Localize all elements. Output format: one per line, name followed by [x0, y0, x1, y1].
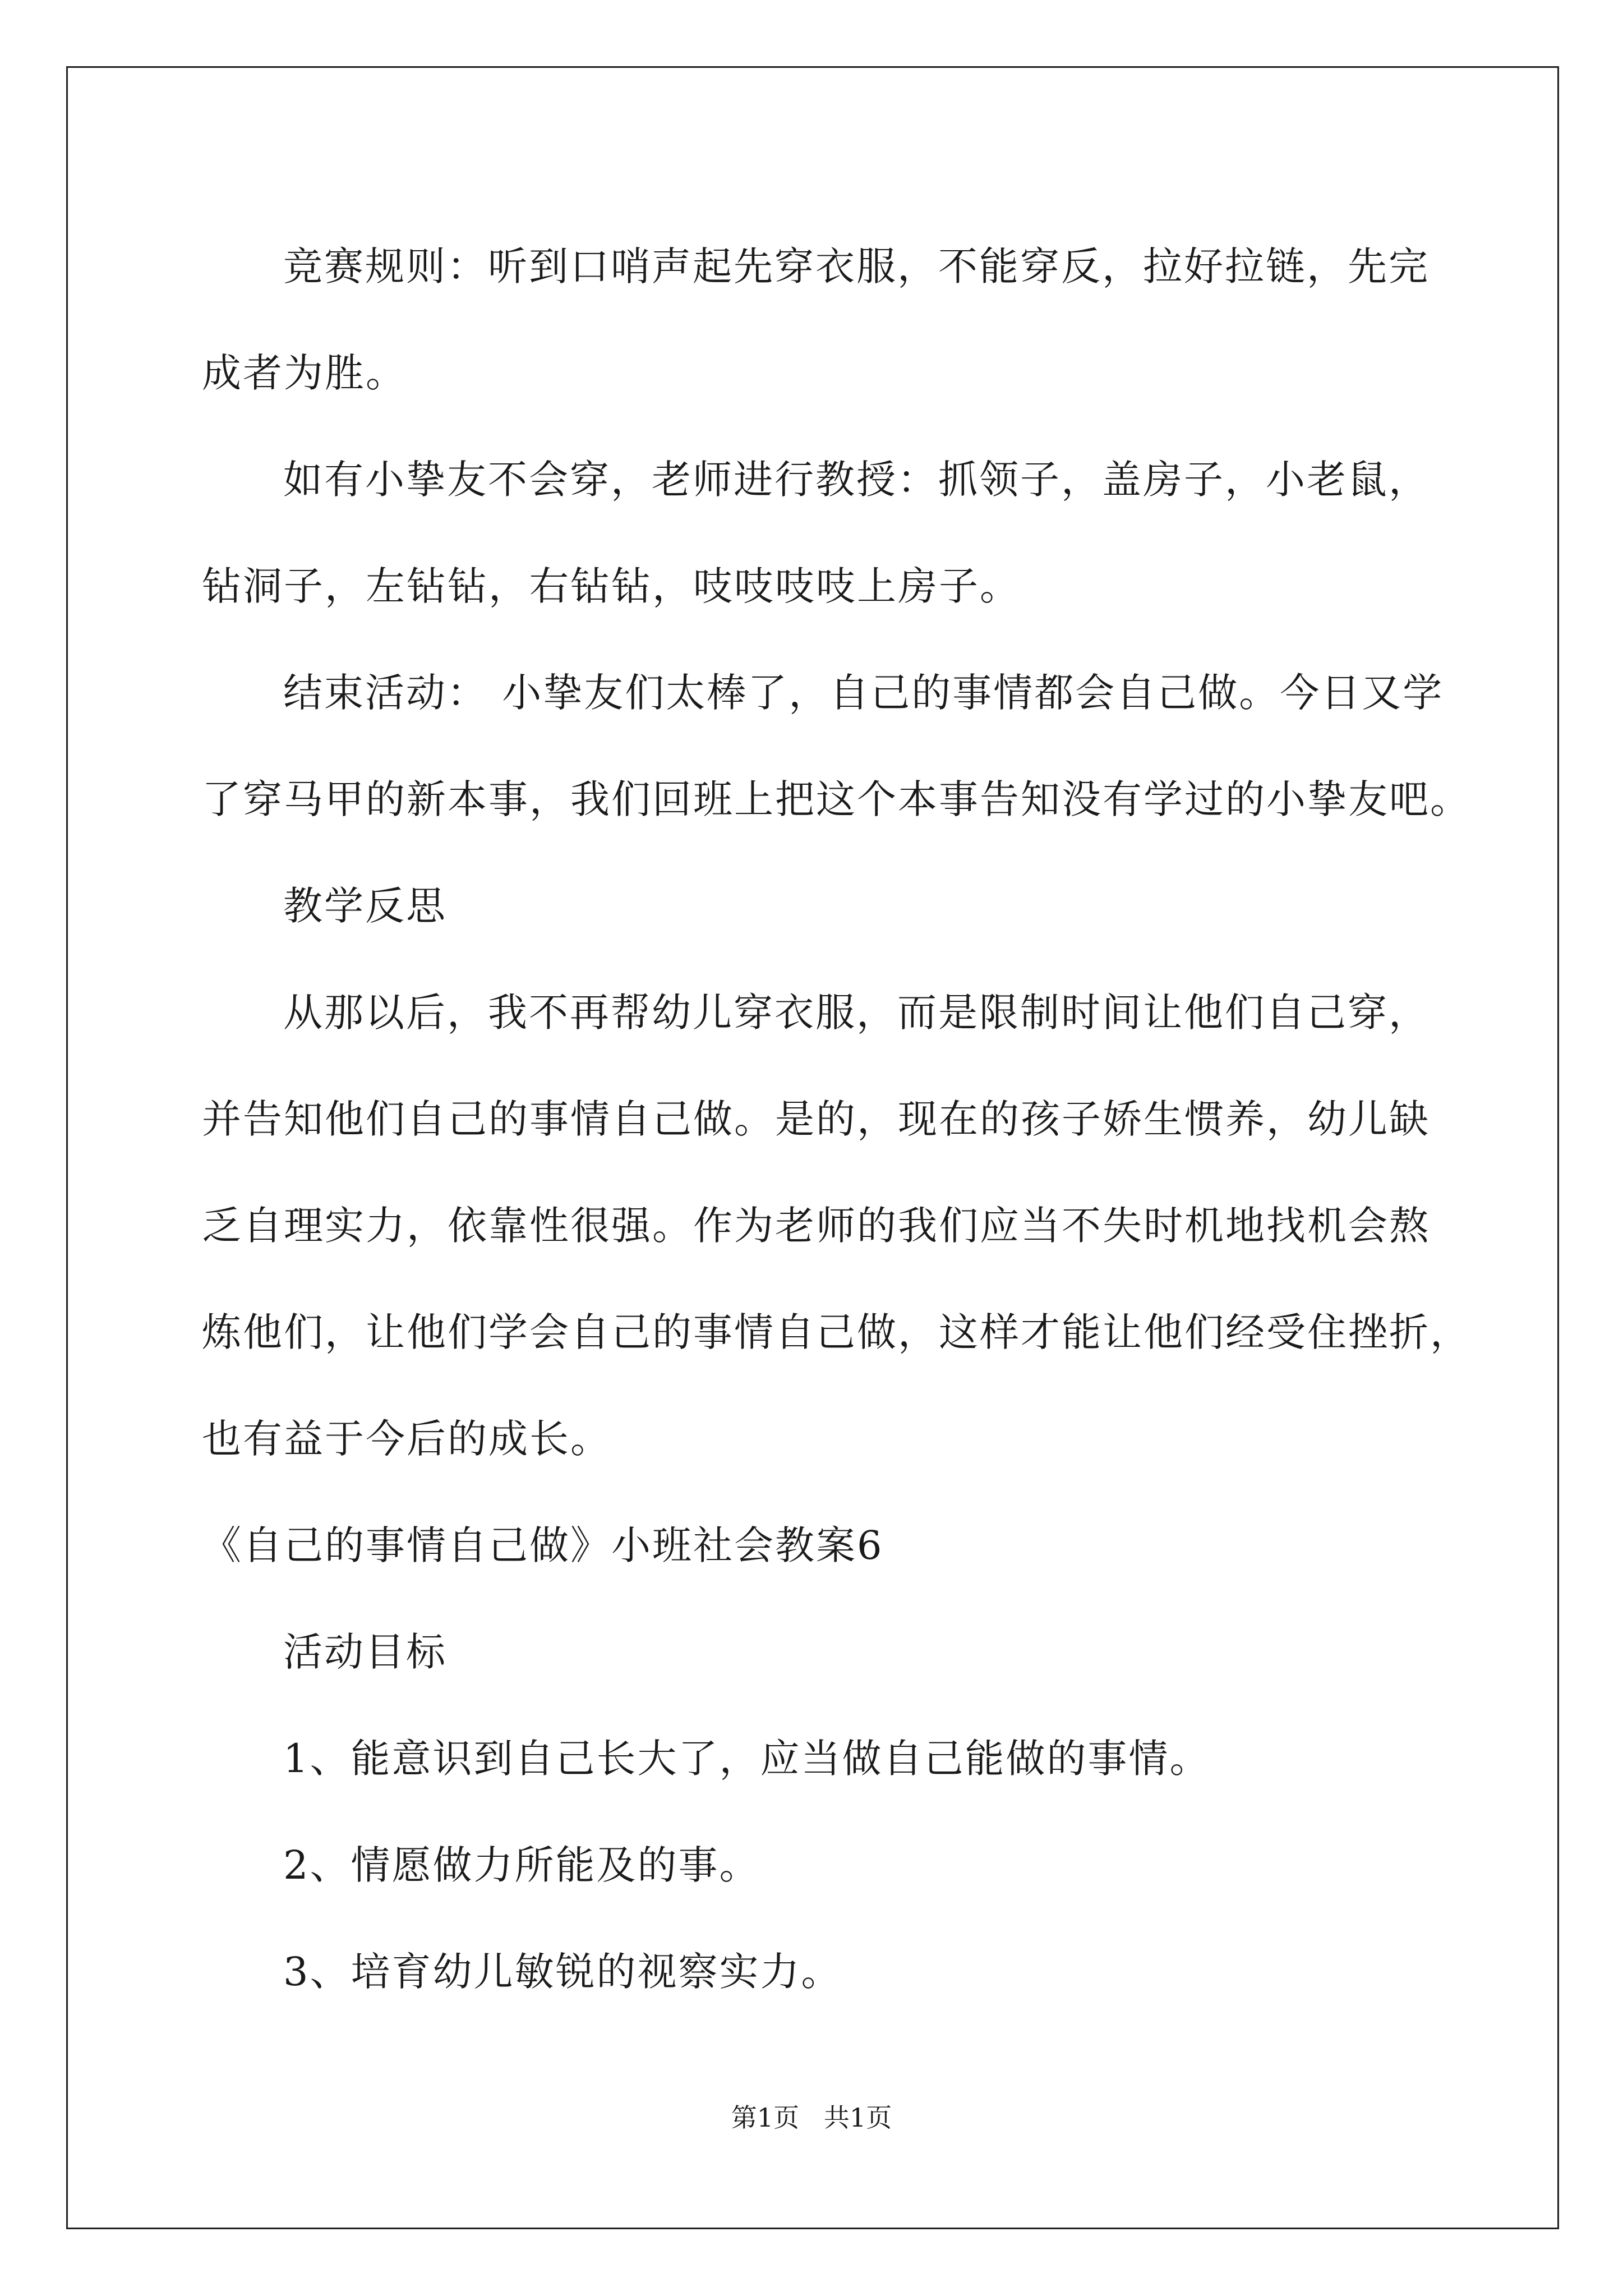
list-item: 1、能意识到自己长大了，应当做自己能做的事情。 — [283, 1736, 1211, 1782]
document-body — [202, 213, 1471, 2025]
paragraph-line: 钻洞子，左钻钻，右钻钻，吱吱吱吱上房子。 — [202, 563, 1021, 609]
document-title: 《自己的事情自己做》小班社会教案6 — [202, 1522, 884, 1568]
page-footer: 第1页 共1页 — [731, 2102, 892, 2133]
paragraph-line: 成者为胜。 — [202, 350, 407, 396]
paragraph-line: 结束活动： 小挚友们太棒了，自己的事情都会自己做。今日又学 — [283, 670, 1444, 716]
paragraph-line: 竞赛规则：听到口哨声起先穿衣服，不能穿反，拉好拉链，先完 — [283, 243, 1430, 289]
paragraph-line: 了穿马甲的新本事，我们回班上把这个本事告知没有学过的小挚友吧。 — [202, 776, 1471, 822]
paragraph-line: 也有益于今后的成长。 — [202, 1416, 611, 1462]
paragraph-line: 炼他们，让他们学会自己的事情自己做，这样才能让他们经受住挫折， — [202, 1309, 1471, 1355]
paragraph-line: 乏自理实力，依靠性很强。作为老师的我们应当不失时机地找机会熬 — [202, 1203, 1430, 1249]
list-item: 3、培育幼儿敏锐的视察实力。 — [283, 1949, 842, 1995]
section-heading: 活动目标 — [283, 1629, 447, 1675]
section-heading: 教学反思 — [283, 883, 447, 929]
list-item: 2、情愿做力所能及的事。 — [283, 1842, 760, 1888]
paragraph-line: 如有小挚友不会穿，老师进行教授：抓领子，盖房子，小老鼠， — [283, 457, 1430, 503]
paragraph-line: 从那以后，我不再帮幼儿穿衣服，而是限制时间让他们自己穿， — [283, 990, 1430, 1036]
paragraph-line: 并告知他们自己的事情自己做。是的，现在的孩子娇生惯养，幼儿缺 — [202, 1096, 1430, 1142]
